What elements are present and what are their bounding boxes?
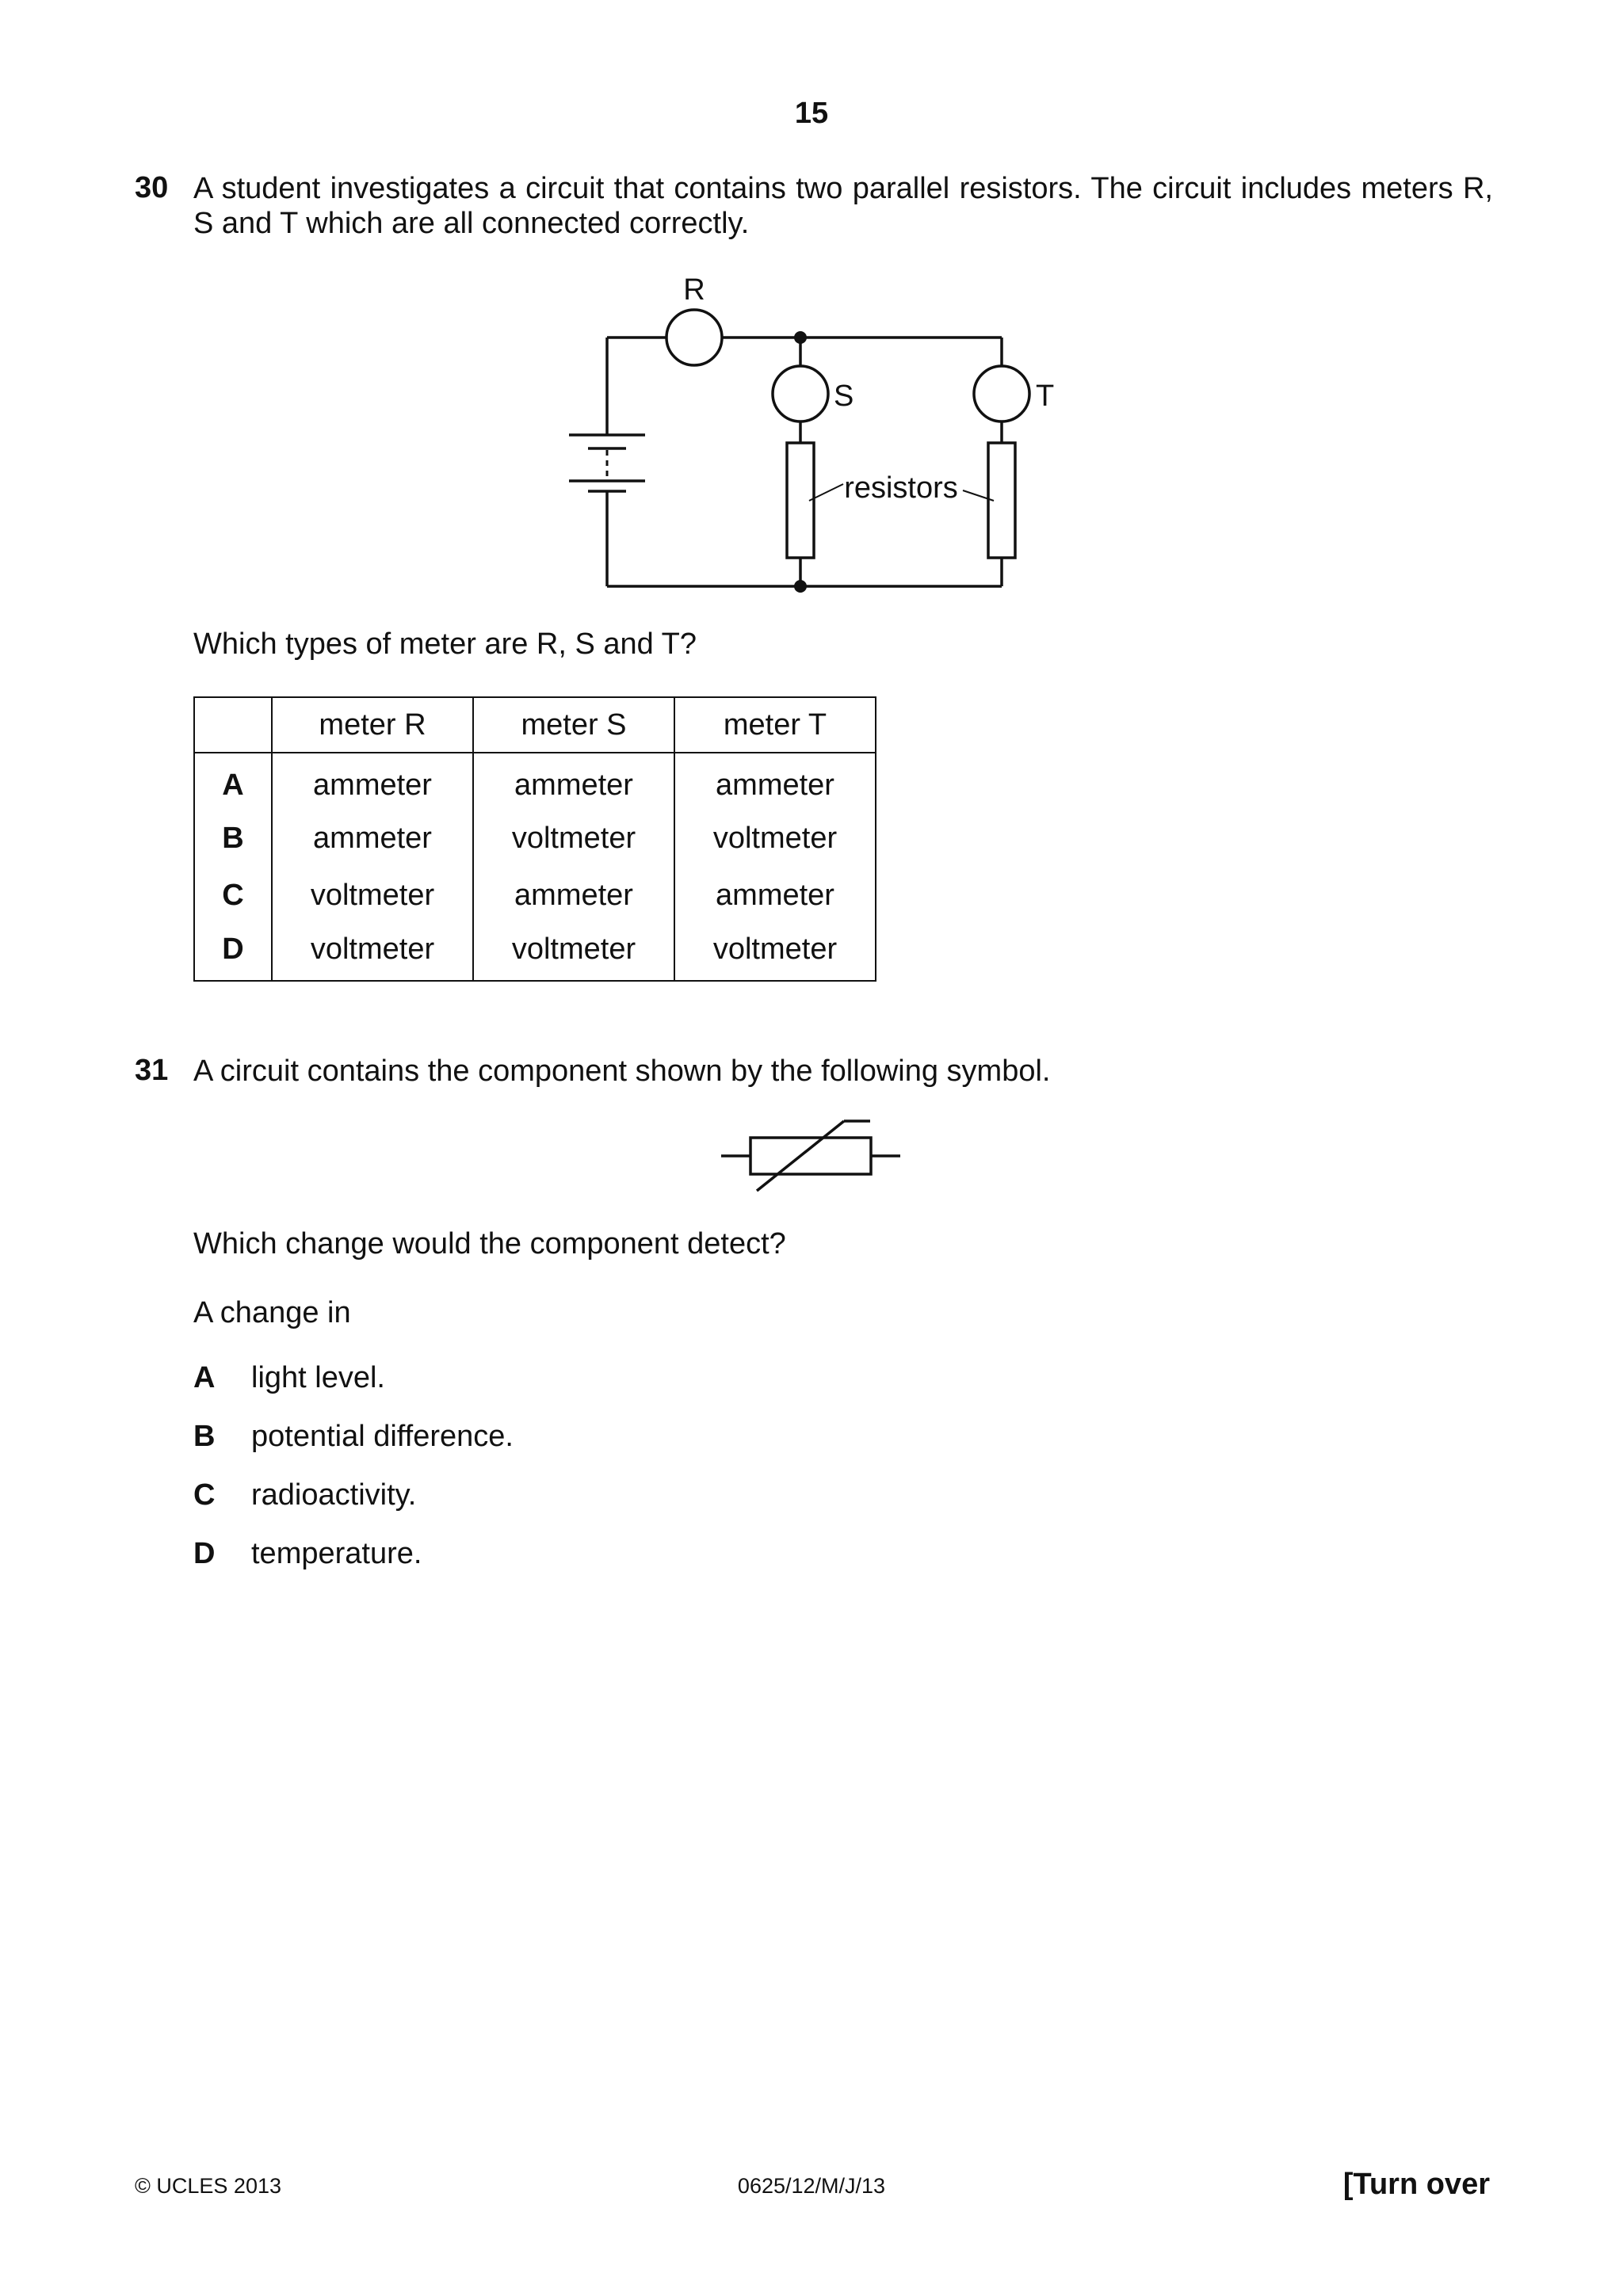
option-b-letter: B [193, 1420, 216, 1453]
option-d [193, 1537, 422, 1571]
table-cell-meter-t: ammeter [674, 867, 876, 924]
meter-t-label: T [1036, 379, 1055, 413]
table-row [194, 810, 876, 867]
question-30-text [193, 171, 1493, 241]
option-a [193, 1361, 385, 1395]
circuit-diagram [555, 261, 1109, 602]
table-cell-meter-t: voltmeter [674, 810, 876, 867]
question-31-text: A circuit contains the component shown by the following symbol. [193, 1055, 1051, 1088]
table-row [194, 753, 876, 810]
question-30-text-line-2: S and T which are all connected correctly. [193, 207, 750, 240]
page-number: 15 [794, 97, 829, 130]
table-header-meter-r: meter R [272, 697, 473, 753]
resistors-label: resistors [844, 471, 958, 505]
table-row [194, 924, 876, 981]
junction-top [794, 331, 807, 344]
option-a-letter: A [193, 1361, 216, 1394]
question-30-number: 30 [135, 171, 169, 204]
question-30-text-line-1: A student investigates a circuit that contains two parallel resistors. The circuit includes meters R, [193, 172, 1493, 205]
footer-turn-over: [Turn over [1342, 2168, 1490, 2201]
question-31-prompt: Which change would the component detect? [193, 1227, 786, 1261]
meter-t-symbol [974, 366, 1029, 421]
table-cell-meter-r: voltmeter [272, 924, 473, 981]
question-31-number: 31 [135, 1054, 169, 1087]
option-b-text: potential difference. [251, 1420, 514, 1453]
table-row [194, 867, 876, 924]
question-30-prompt: Which types of meter are R, S and T? [193, 627, 697, 661]
question-31-stem: A change in [193, 1296, 351, 1329]
table-cell-meter-r: ammeter [272, 810, 473, 867]
table-cell-meter-s: voltmeter [473, 924, 674, 981]
table-cell-meter-s: ammeter [473, 867, 674, 924]
table-cell-meter-t: voltmeter [674, 924, 876, 981]
battery-symbol [569, 435, 645, 491]
option-a-text: light level. [251, 1361, 385, 1394]
option-b [193, 1420, 514, 1454]
table-row-letter: C [194, 867, 272, 924]
table-cell-meter-t: ammeter [674, 753, 876, 810]
table-cell-meter-r: voltmeter [272, 867, 473, 924]
option-c [193, 1478, 416, 1512]
meter-s-label: S [834, 379, 854, 413]
table-header-blank [194, 697, 272, 753]
table-cell-meter-r: ammeter [272, 753, 473, 810]
footer-code: 0625/12/M/J/13 [737, 2174, 886, 2198]
footer-copyright: © UCLES 2013 [135, 2174, 281, 2198]
meter-r-label: R [683, 273, 705, 307]
meter-r-symbol [666, 310, 722, 365]
table-header-row [194, 697, 876, 753]
table-header-meter-s: meter S [473, 697, 674, 753]
table-row-letter: B [194, 810, 272, 867]
table-header-meter-t: meter T [674, 697, 876, 753]
table-row-letter: A [194, 753, 272, 810]
option-c-text: radioactivity. [251, 1478, 417, 1512]
table-cell-meter-s: voltmeter [473, 810, 674, 867]
option-c-letter: C [193, 1478, 216, 1512]
table-row-letter: D [194, 924, 272, 981]
option-d-letter: D [193, 1537, 216, 1570]
thermistor-symbol [713, 1113, 903, 1196]
meter-s-symbol [773, 366, 828, 421]
junction-bottom [794, 580, 807, 593]
table-cell-meter-s: ammeter [473, 753, 674, 810]
answer-table [193, 696, 876, 982]
option-d-text: temperature. [251, 1537, 422, 1570]
